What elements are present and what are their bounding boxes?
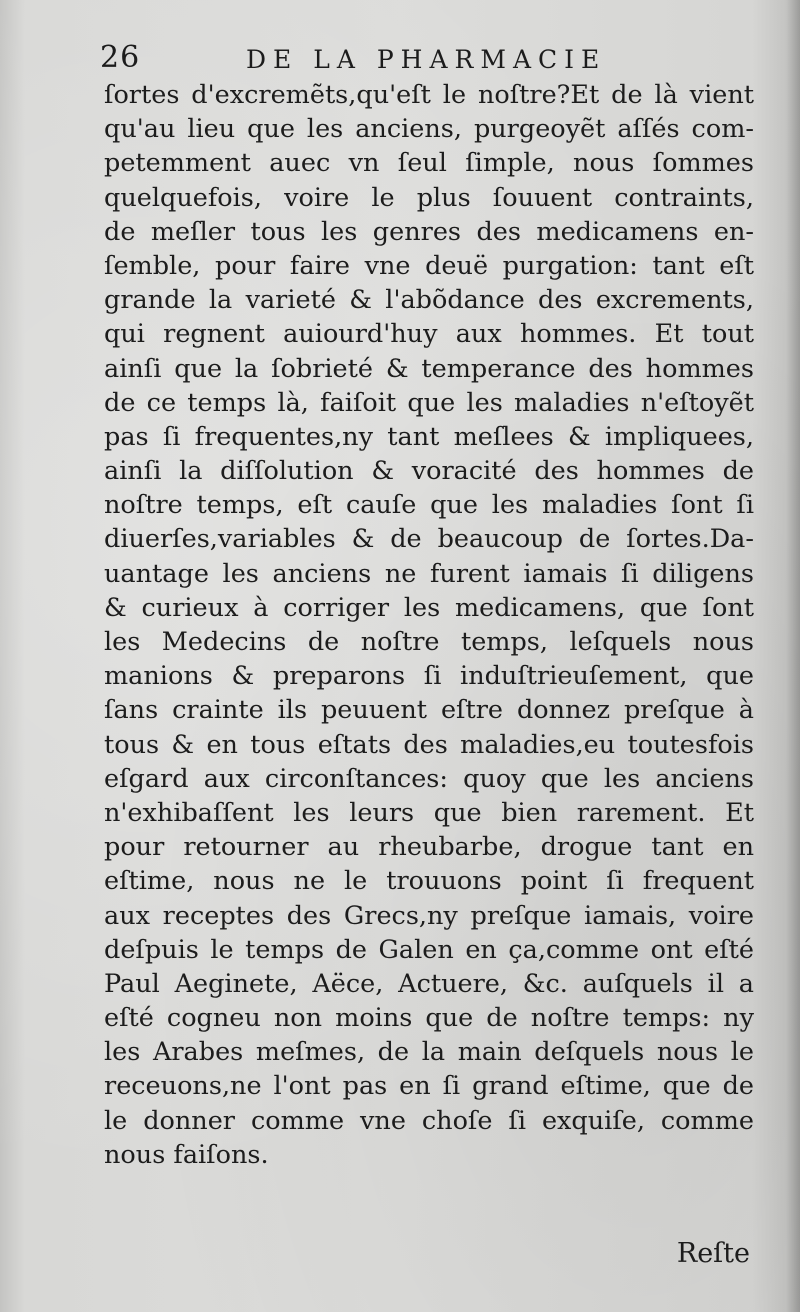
running-head — [100, 38, 760, 78]
page-number: 26 — [100, 40, 141, 75]
running-title: DE LA PHARMACIE — [246, 45, 607, 74]
text-line: eſté cogneu non moins que de noſtre temps: ny — [104, 1003, 754, 1034]
text-line: manions & preparons ſi induſtrieuſement, que — [104, 661, 754, 692]
text-line: le donner comme vne choſe ſi exquiſe, comme — [104, 1105, 754, 1136]
text-line: pas ſi frequentes,ny tant meſlees & impliquees, — [104, 421, 754, 452]
text-line: ſortes d'excremẽts,qu'eſt le noſtre?Et de là vient — [104, 80, 754, 110]
text-line: les Medecins de noſtre temps, leſquels nous — [104, 627, 754, 657]
text-line: grande la varieté & l'abõdance des excrements, — [104, 285, 754, 316]
text-line: eſgard aux circonſtances: quoy que les anciens — [104, 763, 754, 794]
text-line: deſpuis le temps de Galen en ça,comme ont eſté — [104, 934, 754, 965]
text-line: qui regnent auiourd'huy aux hommes. Et tout — [104, 319, 754, 350]
text-line: les Arabes meſmes, de la main deſquels nous le — [104, 1037, 754, 1068]
text-line: ainſi la diſſolution & voracité des hommes de — [104, 456, 754, 487]
text-line: noſtre temps, eſt cauſe que les maladies ſont ſi — [104, 490, 754, 521]
text-line: pour retourner au rheubarbe, drogue tant en — [104, 832, 754, 863]
catchword: Reſte — [676, 1238, 750, 1269]
text-line: ſemble, pour faire vne deuë purgation: tant eſt — [104, 250, 754, 281]
text-line: receuons,ne l'ont pas en ſi grand eſtime, que de — [104, 1071, 754, 1102]
text-line: quelquefois, voire le plus ſouuent contraints, — [104, 182, 754, 213]
text-line: tous & en tous eſtats des maladies,eu toutesfois — [104, 729, 754, 760]
text-line: petemment auec vn ſeul ſimple, nous ſommes — [104, 148, 754, 179]
text-line: Paul Aeginete, Aëce, Actuere, &c. auſquels il a — [104, 968, 754, 999]
text-line: & curieux à corriger les medicamens, que ſont — [104, 592, 754, 623]
text-line: de meſler tous les genres des medicamens en- — [104, 216, 754, 247]
text-line: nous faiſons. — [104, 1139, 269, 1170]
text-line: aux receptes des Grecs,ny preſque iamais, voire — [104, 900, 754, 931]
body-text — [104, 78, 754, 1172]
text-line: de ce temps là, faiſoit que les maladies n'eſtoyẽt — [104, 387, 754, 418]
text-line: ſans crainte ils peuuent eſtre donnez preſque à — [104, 695, 754, 726]
text-line: diuerſes,variables & de beaucoup de ſortes.Da- — [104, 524, 754, 555]
text-line: eſtime, nous ne le trouuons point ſi frequent — [104, 866, 754, 897]
text-line: uantage les anciens ne furent iamais ſi diligens — [104, 558, 754, 589]
text-line: qu'au lieu que les anciens, purgeoyẽt aſſés com- — [104, 114, 754, 145]
text-line: n'exhibaſſent les leurs que bien rarement. Et — [104, 797, 754, 828]
text-line: ainſi que la ſobrieté & temperance des hommes — [104, 353, 754, 384]
